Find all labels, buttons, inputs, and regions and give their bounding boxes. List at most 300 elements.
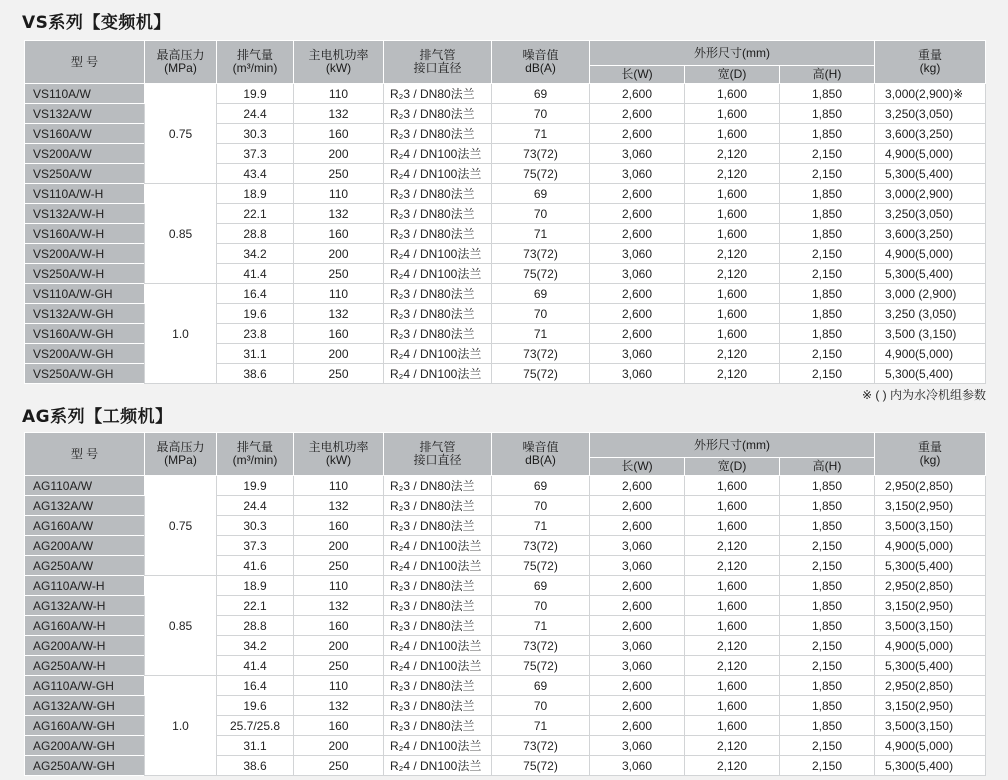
pressure-cell: 1.0 <box>145 284 217 384</box>
weight-cell: 5,300(5,400) <box>875 656 986 676</box>
length-cell: 2,600 <box>590 516 685 536</box>
length-cell: 3,060 <box>590 344 685 364</box>
header-label: 最高压力 <box>156 48 205 62</box>
weight-cell: 4,900(5,000) <box>875 244 986 264</box>
weight-cell: 3,000(2,900)※ <box>875 84 986 104</box>
pipe-cell: R₂4 / DN100法兰 <box>384 536 492 556</box>
power-cell: 110 <box>294 576 384 596</box>
model-cell: VS132A/W <box>25 104 145 124</box>
power-cell: 132 <box>294 696 384 716</box>
weight-cell: 3,150(2,950) <box>875 496 986 516</box>
weight-cell: 3,600(3,250) <box>875 224 986 244</box>
header-label: (m³/min) <box>232 61 278 75</box>
power-cell: 110 <box>294 476 384 496</box>
height-cell: 1,850 <box>780 676 875 696</box>
header-length <box>590 66 685 84</box>
header-label: 型 号 <box>70 54 99 69</box>
pipe-cell: R₂3 / DN80法兰 <box>384 104 492 124</box>
weight-cell: 5,300(5,400) <box>875 756 986 776</box>
header-pipe <box>384 433 492 476</box>
power-cell: 132 <box>294 596 384 616</box>
flow-cell: 41.4 <box>217 656 294 676</box>
power-cell: 110 <box>294 184 384 204</box>
power-cell: 160 <box>294 124 384 144</box>
flow-cell: 19.6 <box>217 304 294 324</box>
flow-cell: 28.8 <box>217 616 294 636</box>
header-label: 长(W) <box>621 67 653 81</box>
pipe-cell: R₂3 / DN80法兰 <box>384 516 492 536</box>
flow-cell: 24.4 <box>217 496 294 516</box>
flow-cell: 19.9 <box>217 84 294 104</box>
flow-cell: 23.8 <box>217 324 294 344</box>
length-cell: 3,060 <box>590 144 685 164</box>
header-label: (kW) <box>325 61 352 75</box>
width-cell: 1,600 <box>685 204 780 224</box>
power-cell: 200 <box>294 344 384 364</box>
noise-cell: 73(72) <box>492 536 590 556</box>
water-cooled-note: ※ ( ) 内为水冷机组参数 <box>861 388 986 402</box>
header-label: dB(A) <box>525 453 556 467</box>
model-cell: VS160A/W <box>25 124 145 144</box>
pipe-cell: R₂3 / DN80法兰 <box>384 496 492 516</box>
noise-cell: 70 <box>492 696 590 716</box>
flow-cell: 22.1 <box>217 204 294 224</box>
header-label: 主电机功率 <box>308 440 369 454</box>
width-cell: 1,600 <box>685 224 780 244</box>
height-cell: 2,150 <box>780 636 875 656</box>
header-height <box>780 66 875 84</box>
model-cell: VS110A/W-GH <box>25 284 145 304</box>
noise-cell: 75(72) <box>492 556 590 576</box>
noise-cell: 73(72) <box>492 736 590 756</box>
header-label: 重量 <box>918 440 943 454</box>
noise-cell: 71 <box>492 716 590 736</box>
length-cell: 2,600 <box>590 184 685 204</box>
power-cell: 250 <box>294 264 384 284</box>
length-cell: 2,600 <box>590 696 685 716</box>
model-cell: VS250A/W <box>25 164 145 184</box>
pipe-cell: R₂4 / DN100法兰 <box>384 144 492 164</box>
header-pressure <box>145 41 217 84</box>
length-cell: 2,600 <box>590 324 685 344</box>
flow-cell: 24.4 <box>217 104 294 124</box>
header-label: (m³/min) <box>232 453 278 467</box>
flow-cell: 30.3 <box>217 124 294 144</box>
header-label: (kg) <box>919 61 941 75</box>
weight-cell: 3,000 (2,900) <box>875 284 986 304</box>
noise-cell: 70 <box>492 304 590 324</box>
model-cell: VS200A/W <box>25 144 145 164</box>
header-dimensions <box>590 433 875 458</box>
table-row <box>25 284 986 304</box>
model-cell: AG110A/W-GH <box>25 676 145 696</box>
header-label: dB(A) <box>525 61 556 75</box>
weight-cell: 3,250(3,050) <box>875 104 986 124</box>
pipe-cell: R₂3 / DN80法兰 <box>384 304 492 324</box>
noise-cell: 75(72) <box>492 656 590 676</box>
table-row <box>25 676 986 696</box>
length-cell: 3,060 <box>590 164 685 184</box>
flow-cell: 31.1 <box>217 736 294 756</box>
ag-section-title: AG系列【工频机】 <box>22 407 173 427</box>
model-cell: VS110A/W-H <box>25 184 145 204</box>
length-cell: 3,060 <box>590 736 685 756</box>
noise-cell: 69 <box>492 676 590 696</box>
power-cell: 132 <box>294 496 384 516</box>
weight-cell: 4,900(5,000) <box>875 636 986 656</box>
power-cell: 250 <box>294 756 384 776</box>
height-cell: 1,850 <box>780 104 875 124</box>
noise-cell: 71 <box>492 324 590 344</box>
pipe-cell: R₂3 / DN80法兰 <box>384 596 492 616</box>
noise-cell: 69 <box>492 576 590 596</box>
height-cell: 2,150 <box>780 264 875 284</box>
width-cell: 1,600 <box>685 324 780 344</box>
flow-cell: 18.9 <box>217 184 294 204</box>
pressure-cell: 0.75 <box>145 84 217 184</box>
model-cell: VS132A/W-H <box>25 204 145 224</box>
length-cell: 3,060 <box>590 656 685 676</box>
noise-cell: 71 <box>492 224 590 244</box>
header-label: 最高压力 <box>156 440 205 454</box>
flow-cell: 41.4 <box>217 264 294 284</box>
length-cell: 3,060 <box>590 264 685 284</box>
pipe-cell: R₂3 / DN80法兰 <box>384 696 492 716</box>
noise-cell: 71 <box>492 124 590 144</box>
weight-cell: 4,900(5,000) <box>875 144 986 164</box>
noise-cell: 69 <box>492 84 590 104</box>
power-cell: 160 <box>294 716 384 736</box>
pipe-cell: R₂3 / DN80法兰 <box>384 224 492 244</box>
width-cell: 2,120 <box>685 264 780 284</box>
noise-cell: 73(72) <box>492 244 590 264</box>
noise-cell: 73(72) <box>492 636 590 656</box>
length-cell: 2,600 <box>590 224 685 244</box>
pipe-cell: R₂3 / DN80法兰 <box>384 204 492 224</box>
height-cell: 2,150 <box>780 364 875 384</box>
pipe-cell: R₂4 / DN100法兰 <box>384 636 492 656</box>
header-pressure <box>145 433 217 476</box>
height-cell: 1,850 <box>780 496 875 516</box>
header-label: 高(H) <box>812 459 842 473</box>
model-cell: VS200A/W-GH <box>25 344 145 364</box>
length-cell: 3,060 <box>590 244 685 264</box>
width-cell: 1,600 <box>685 716 780 736</box>
height-cell: 1,850 <box>780 224 875 244</box>
height-cell: 1,850 <box>780 184 875 204</box>
power-cell: 200 <box>294 144 384 164</box>
power-cell: 132 <box>294 304 384 324</box>
width-cell: 2,120 <box>685 536 780 556</box>
width-cell: 1,600 <box>685 84 780 104</box>
noise-cell: 75(72) <box>492 756 590 776</box>
pressure-cell: 0.75 <box>145 476 217 576</box>
flow-cell: 16.4 <box>217 676 294 696</box>
pipe-cell: R₂3 / DN80法兰 <box>384 616 492 636</box>
width-cell: 2,120 <box>685 656 780 676</box>
power-cell: 250 <box>294 556 384 576</box>
power-cell: 250 <box>294 656 384 676</box>
power-cell: 200 <box>294 536 384 556</box>
model-cell: VS110A/W <box>25 84 145 104</box>
length-cell: 3,060 <box>590 756 685 776</box>
header-length <box>590 458 685 476</box>
noise-cell: 70 <box>492 204 590 224</box>
weight-cell: 3,250(3,050) <box>875 204 986 224</box>
width-cell: 2,120 <box>685 736 780 756</box>
header-label: 高(H) <box>812 67 842 81</box>
model-cell: VS250A/W-GH <box>25 364 145 384</box>
height-cell: 1,850 <box>780 204 875 224</box>
model-cell: VS160A/W-GH <box>25 324 145 344</box>
pipe-cell: R₂3 / DN80法兰 <box>384 676 492 696</box>
weight-cell: 5,300(5,400) <box>875 164 986 184</box>
length-cell: 2,600 <box>590 204 685 224</box>
length-cell: 2,600 <box>590 496 685 516</box>
power-cell: 132 <box>294 204 384 224</box>
pipe-cell: R₂3 / DN80法兰 <box>384 576 492 596</box>
length-cell: 3,060 <box>590 364 685 384</box>
height-cell: 1,850 <box>780 596 875 616</box>
flow-cell: 43.4 <box>217 164 294 184</box>
pipe-cell: R₂3 / DN80法兰 <box>384 716 492 736</box>
model-cell: VS160A/W-H <box>25 224 145 244</box>
header-label: 重量 <box>918 48 943 62</box>
header-width <box>685 458 780 476</box>
width-cell: 2,120 <box>685 756 780 776</box>
length-cell: 2,600 <box>590 576 685 596</box>
width-cell: 2,120 <box>685 344 780 364</box>
pipe-cell: R₂4 / DN100法兰 <box>384 656 492 676</box>
width-cell: 1,600 <box>685 516 780 536</box>
pipe-cell: R₂4 / DN100法兰 <box>384 164 492 184</box>
noise-cell: 69 <box>492 184 590 204</box>
weight-cell: 4,900(5,000) <box>875 736 986 756</box>
length-cell: 2,600 <box>590 476 685 496</box>
header-height <box>780 458 875 476</box>
weight-cell: 3,500(3,150) <box>875 616 986 636</box>
width-cell: 1,600 <box>685 696 780 716</box>
flow-cell: 34.2 <box>217 244 294 264</box>
power-cell: 160 <box>294 224 384 244</box>
header-label: (MPa) <box>164 453 197 467</box>
power-cell: 110 <box>294 284 384 304</box>
table-row <box>25 184 986 204</box>
power-cell: 160 <box>294 324 384 344</box>
header-label: 噪音值 <box>522 48 559 62</box>
header-label: 主电机功率 <box>308 48 369 62</box>
width-cell: 2,120 <box>685 364 780 384</box>
height-cell: 1,850 <box>780 616 875 636</box>
pressure-cell: 0.85 <box>145 576 217 676</box>
header-label: 接口直径 <box>413 61 462 75</box>
model-cell: AG250A/W-H <box>25 656 145 676</box>
header-label: 外形尺寸(mm) <box>694 437 771 452</box>
header-label: 宽(D) <box>717 459 747 473</box>
header-label: 噪音值 <box>522 440 559 454</box>
width-cell: 1,600 <box>685 616 780 636</box>
weight-cell: 2,950(2,850) <box>875 476 986 496</box>
weight-cell: 3,500 (3,150) <box>875 324 986 344</box>
header-model <box>25 433 145 476</box>
pipe-cell: R₂3 / DN80法兰 <box>384 124 492 144</box>
flow-cell: 38.6 <box>217 364 294 384</box>
header-label: 宽(D) <box>717 67 747 81</box>
model-cell: AG160A/W <box>25 516 145 536</box>
pipe-cell: R₂3 / DN80法兰 <box>384 184 492 204</box>
height-cell: 1,850 <box>780 284 875 304</box>
width-cell: 2,120 <box>685 556 780 576</box>
power-cell: 110 <box>294 84 384 104</box>
length-cell: 2,600 <box>590 616 685 636</box>
weight-cell: 4,900(5,000) <box>875 536 986 556</box>
noise-cell: 71 <box>492 516 590 536</box>
model-cell: AG160A/W-H <box>25 616 145 636</box>
height-cell: 1,850 <box>780 476 875 496</box>
pipe-cell: R₂3 / DN80法兰 <box>384 476 492 496</box>
noise-cell: 75(72) <box>492 164 590 184</box>
weight-cell: 3,250 (3,050) <box>875 304 986 324</box>
noise-cell: 69 <box>492 284 590 304</box>
height-cell: 2,150 <box>780 244 875 264</box>
table-row <box>25 476 986 496</box>
power-cell: 160 <box>294 616 384 636</box>
width-cell: 1,600 <box>685 124 780 144</box>
model-cell: AG200A/W-GH <box>25 736 145 756</box>
model-cell: VS132A/W-GH <box>25 304 145 324</box>
header-label: 接口直径 <box>413 453 462 467</box>
pipe-cell: R₂3 / DN80法兰 <box>384 284 492 304</box>
header-noise <box>492 41 590 84</box>
pipe-cell: R₂4 / DN100法兰 <box>384 756 492 776</box>
height-cell: 1,850 <box>780 696 875 716</box>
noise-cell: 69 <box>492 476 590 496</box>
height-cell: 1,850 <box>780 84 875 104</box>
flow-cell: 37.3 <box>217 536 294 556</box>
width-cell: 2,120 <box>685 244 780 264</box>
pipe-cell: R₂4 / DN100法兰 <box>384 736 492 756</box>
length-cell: 2,600 <box>590 124 685 144</box>
noise-cell: 70 <box>492 104 590 124</box>
weight-cell: 4,900(5,000) <box>875 344 986 364</box>
noise-cell: 75(72) <box>492 264 590 284</box>
model-cell: AG250A/W <box>25 556 145 576</box>
header-flow <box>217 433 294 476</box>
flow-cell: 16.4 <box>217 284 294 304</box>
noise-cell: 75(72) <box>492 364 590 384</box>
flow-cell: 22.1 <box>217 596 294 616</box>
power-cell: 250 <box>294 164 384 184</box>
width-cell: 1,600 <box>685 476 780 496</box>
weight-cell: 5,300(5,400) <box>875 364 986 384</box>
length-cell: 2,600 <box>590 716 685 736</box>
height-cell: 1,850 <box>780 304 875 324</box>
table-row <box>25 84 986 104</box>
flow-cell: 25.7/25.8 <box>217 716 294 736</box>
pipe-cell: R₂4 / DN100法兰 <box>384 344 492 364</box>
weight-cell: 3,150(2,950) <box>875 696 986 716</box>
noise-cell: 70 <box>492 496 590 516</box>
flow-cell: 30.3 <box>217 516 294 536</box>
width-cell: 1,600 <box>685 104 780 124</box>
power-cell: 200 <box>294 636 384 656</box>
noise-cell: 70 <box>492 596 590 616</box>
flow-cell: 18.9 <box>217 576 294 596</box>
pipe-cell: R₂4 / DN100法兰 <box>384 556 492 576</box>
weight-cell: 3,500(3,150) <box>875 716 986 736</box>
length-cell: 3,060 <box>590 556 685 576</box>
weight-cell: 3,000(2,900) <box>875 184 986 204</box>
power-cell: 132 <box>294 104 384 124</box>
pipe-cell: R₂4 / DN100法兰 <box>384 364 492 384</box>
length-cell: 2,600 <box>590 284 685 304</box>
weight-cell: 3,150(2,950) <box>875 596 986 616</box>
width-cell: 1,600 <box>685 596 780 616</box>
length-cell: 2,600 <box>590 104 685 124</box>
flow-cell: 28.8 <box>217 224 294 244</box>
width-cell: 1,600 <box>685 496 780 516</box>
header-label: 排气量 <box>236 48 273 62</box>
header-label: 排气管 <box>419 440 456 454</box>
vs-spec-table <box>24 40 986 384</box>
pressure-cell: 1.0 <box>145 676 217 776</box>
width-cell: 1,600 <box>685 184 780 204</box>
header-noise <box>492 433 590 476</box>
power-cell: 110 <box>294 676 384 696</box>
flow-cell: 31.1 <box>217 344 294 364</box>
height-cell: 1,850 <box>780 324 875 344</box>
flow-cell: 34.2 <box>217 636 294 656</box>
power-cell: 200 <box>294 244 384 264</box>
header-power <box>294 433 384 476</box>
noise-cell: 73(72) <box>492 344 590 364</box>
header-pipe <box>384 41 492 84</box>
ag-spec-table <box>24 432 986 776</box>
power-cell: 250 <box>294 364 384 384</box>
model-cell: AG132A/W-H <box>25 596 145 616</box>
header-label: 排气量 <box>236 440 273 454</box>
flow-cell: 19.9 <box>217 476 294 496</box>
power-cell: 160 <box>294 516 384 536</box>
length-cell: 2,600 <box>590 84 685 104</box>
header-label: (MPa) <box>164 61 197 75</box>
model-cell: AG160A/W-GH <box>25 716 145 736</box>
model-cell: VS200A/W-H <box>25 244 145 264</box>
weight-cell: 2,950(2,850) <box>875 576 986 596</box>
header-label: 外形尺寸(mm) <box>694 45 771 60</box>
header-flow <box>217 41 294 84</box>
height-cell: 1,850 <box>780 716 875 736</box>
header-dimensions <box>590 41 875 66</box>
height-cell: 2,150 <box>780 164 875 184</box>
length-cell: 2,600 <box>590 304 685 324</box>
height-cell: 1,850 <box>780 124 875 144</box>
header-power <box>294 41 384 84</box>
height-cell: 1,850 <box>780 576 875 596</box>
header-weight <box>875 41 986 84</box>
model-cell: AG200A/W-H <box>25 636 145 656</box>
length-cell: 3,060 <box>590 636 685 656</box>
pressure-cell: 0.85 <box>145 184 217 284</box>
flow-cell: 38.6 <box>217 756 294 776</box>
height-cell: 2,150 <box>780 536 875 556</box>
flow-cell: 37.3 <box>217 144 294 164</box>
header-label: 型 号 <box>70 446 99 461</box>
weight-cell: 2,950(2,850) <box>875 676 986 696</box>
vs-section-title: VS系列【变频机】 <box>22 13 171 33</box>
height-cell: 2,150 <box>780 756 875 776</box>
header-model <box>25 41 145 84</box>
